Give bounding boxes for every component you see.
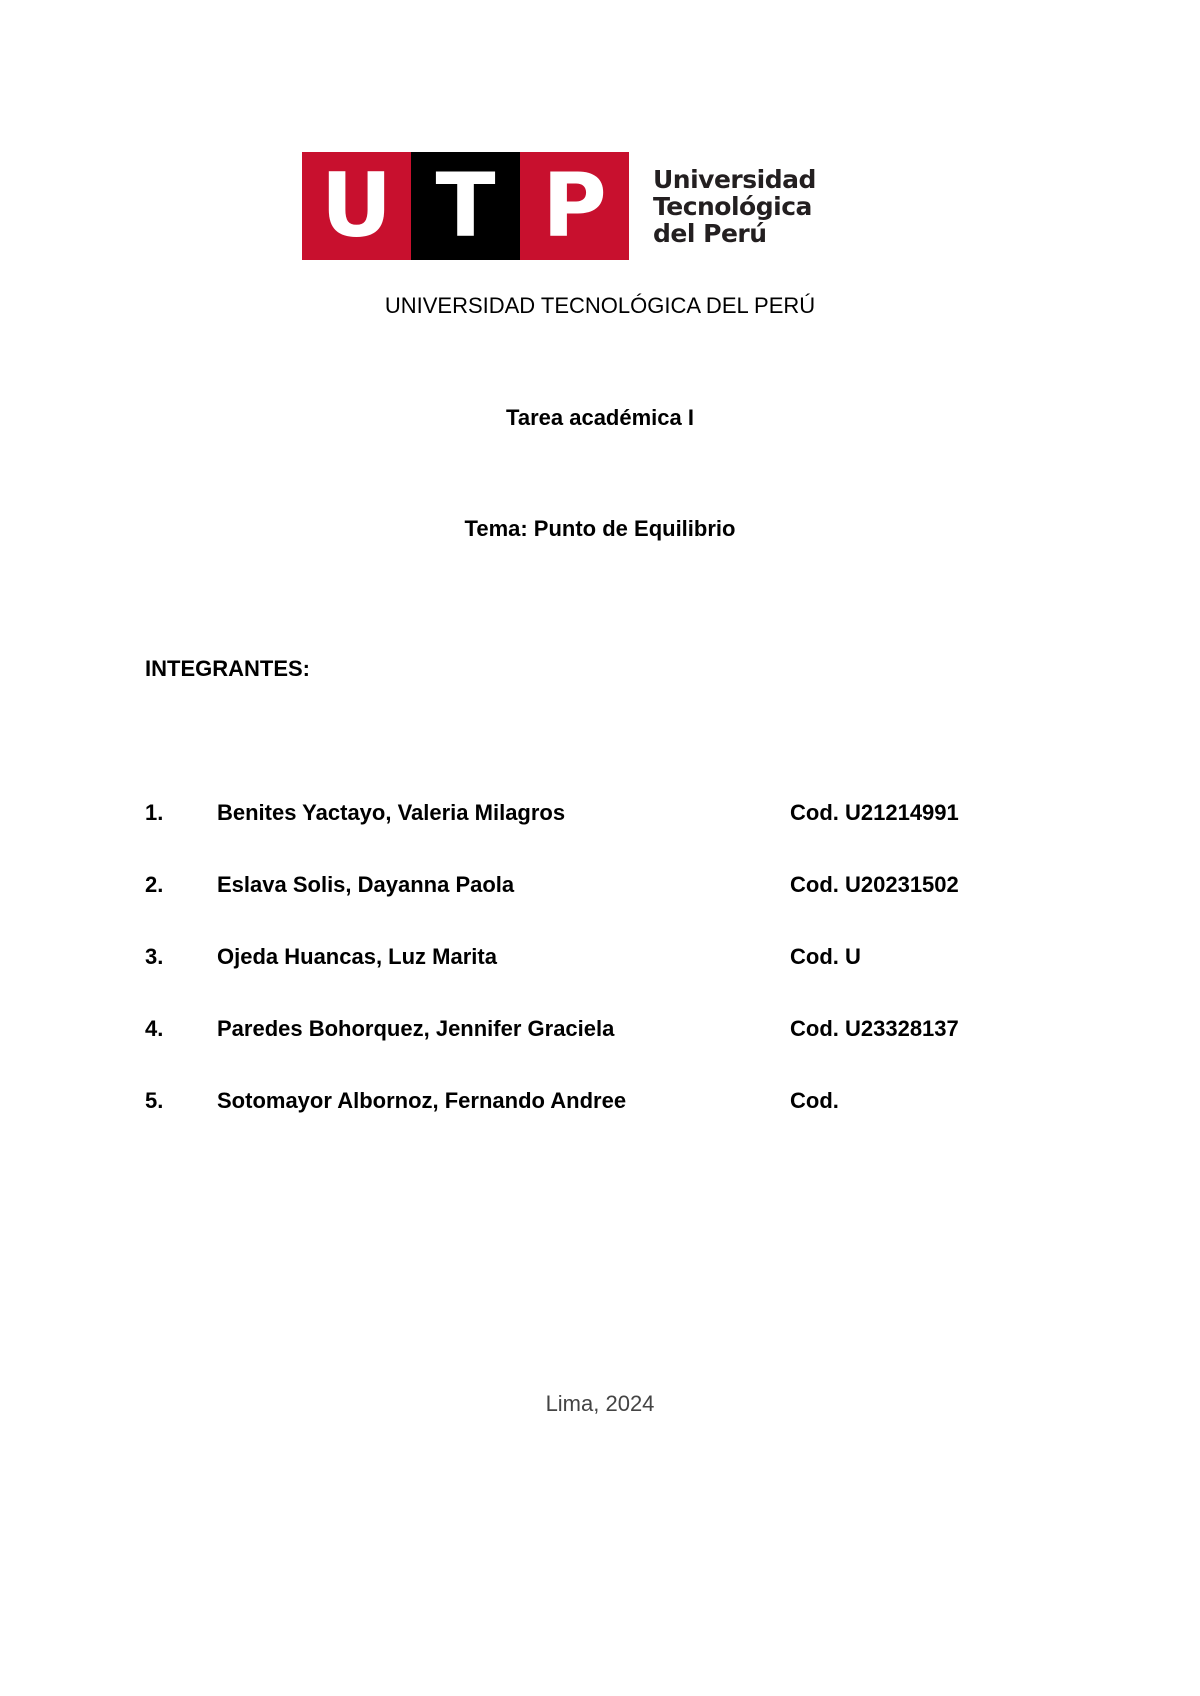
logo-word-1: Universidad xyxy=(653,164,816,194)
list-item xyxy=(145,800,1045,872)
list-item xyxy=(145,944,1045,1016)
member-name: Benites Yactayo, Valeria Milagros xyxy=(217,800,566,825)
utp-logo xyxy=(302,152,816,260)
member-number: 2. xyxy=(145,872,164,897)
member-code: Cod. U20231502 xyxy=(790,872,959,897)
logo-block-p xyxy=(520,152,629,260)
member-name: Ojeda Huancas, Luz Marita xyxy=(217,944,497,969)
logo-word-2: Tecnológica xyxy=(653,191,812,221)
logo-letter-p: P xyxy=(542,154,607,257)
member-name: Sotomayor Albornoz, Fernando Andree xyxy=(217,1088,627,1113)
list-item xyxy=(145,1016,1045,1088)
logo-letter-t: T xyxy=(435,154,496,257)
logo-blocks xyxy=(302,152,629,260)
logo-wordmark xyxy=(653,152,816,260)
member-number: 1. xyxy=(145,800,164,825)
logo-letter-u: U xyxy=(320,154,393,257)
member-code: Cod. U23328137 xyxy=(790,1016,959,1041)
member-code: Cod. U xyxy=(790,944,861,969)
assignment-title: Tarea académica I xyxy=(506,405,694,430)
member-number: 5. xyxy=(145,1088,164,1113)
list-item xyxy=(145,872,1045,944)
logo-block-u xyxy=(302,152,411,260)
place-date-footer: Lima, 2024 xyxy=(545,1391,655,1416)
member-name: Paredes Bohorquez, Jennifer Graciela xyxy=(217,1016,615,1041)
member-name: Eslava Solis, Dayanna Paola xyxy=(217,872,515,897)
member-number: 4. xyxy=(145,1016,164,1041)
members-heading: INTEGRANTES: xyxy=(145,656,310,681)
members-list xyxy=(145,800,1045,1160)
member-number: 3. xyxy=(145,944,164,969)
topic-title: Tema: Punto de Equilibrio xyxy=(464,516,736,541)
member-code: Cod. xyxy=(790,1088,839,1113)
logo-word-3: del Perú xyxy=(653,218,767,248)
list-item xyxy=(145,1088,1045,1160)
university-name: UNIVERSIDAD TECNOLÓGICA DEL PERÚ xyxy=(384,293,816,318)
member-code: Cod. U21214991 xyxy=(790,800,959,825)
logo-block-t xyxy=(411,152,520,260)
